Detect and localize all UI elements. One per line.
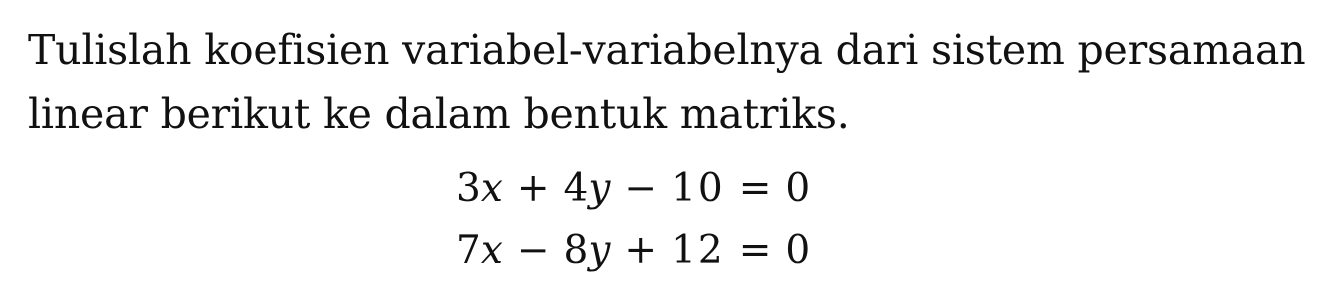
equation-2-coefficient-y: 8 bbox=[563, 228, 589, 273]
equation-2-operator-2: + bbox=[624, 228, 658, 273]
equation-1-coefficient-x: 3 bbox=[456, 166, 481, 211]
equation-1-coefficient-y: 4 bbox=[563, 166, 589, 211]
equation-system bbox=[456, 158, 876, 282]
equation-2-coefficient-x: 7 bbox=[456, 228, 481, 273]
problem-statement: Tulislah koefisien variabel-variabelnya dari sistem persamaan linear berikut ke dalam bentuk matriks. bbox=[28, 26, 1306, 138]
equation-1 bbox=[456, 158, 876, 220]
equation-2-variable-x: x bbox=[480, 228, 503, 273]
equation-2 bbox=[456, 220, 876, 282]
equation-1-operator-1: + bbox=[516, 166, 550, 211]
equation-2-equals: = bbox=[738, 228, 772, 273]
equation-2-operator-1: − bbox=[516, 228, 550, 273]
equation-1-variable-x: x bbox=[480, 166, 503, 211]
equation-2-right-side: 0 bbox=[785, 228, 811, 273]
equation-1-equals: = bbox=[738, 166, 772, 211]
equation-1-operator-2: − bbox=[624, 166, 658, 211]
equation-1-right-side: 0 bbox=[785, 166, 811, 211]
equation-1-variable-y: y bbox=[588, 166, 611, 211]
equation-2-constant: 12 bbox=[671, 228, 725, 273]
equation-1-constant: 10 bbox=[671, 166, 725, 211]
equation-2-variable-y: y bbox=[588, 228, 611, 273]
